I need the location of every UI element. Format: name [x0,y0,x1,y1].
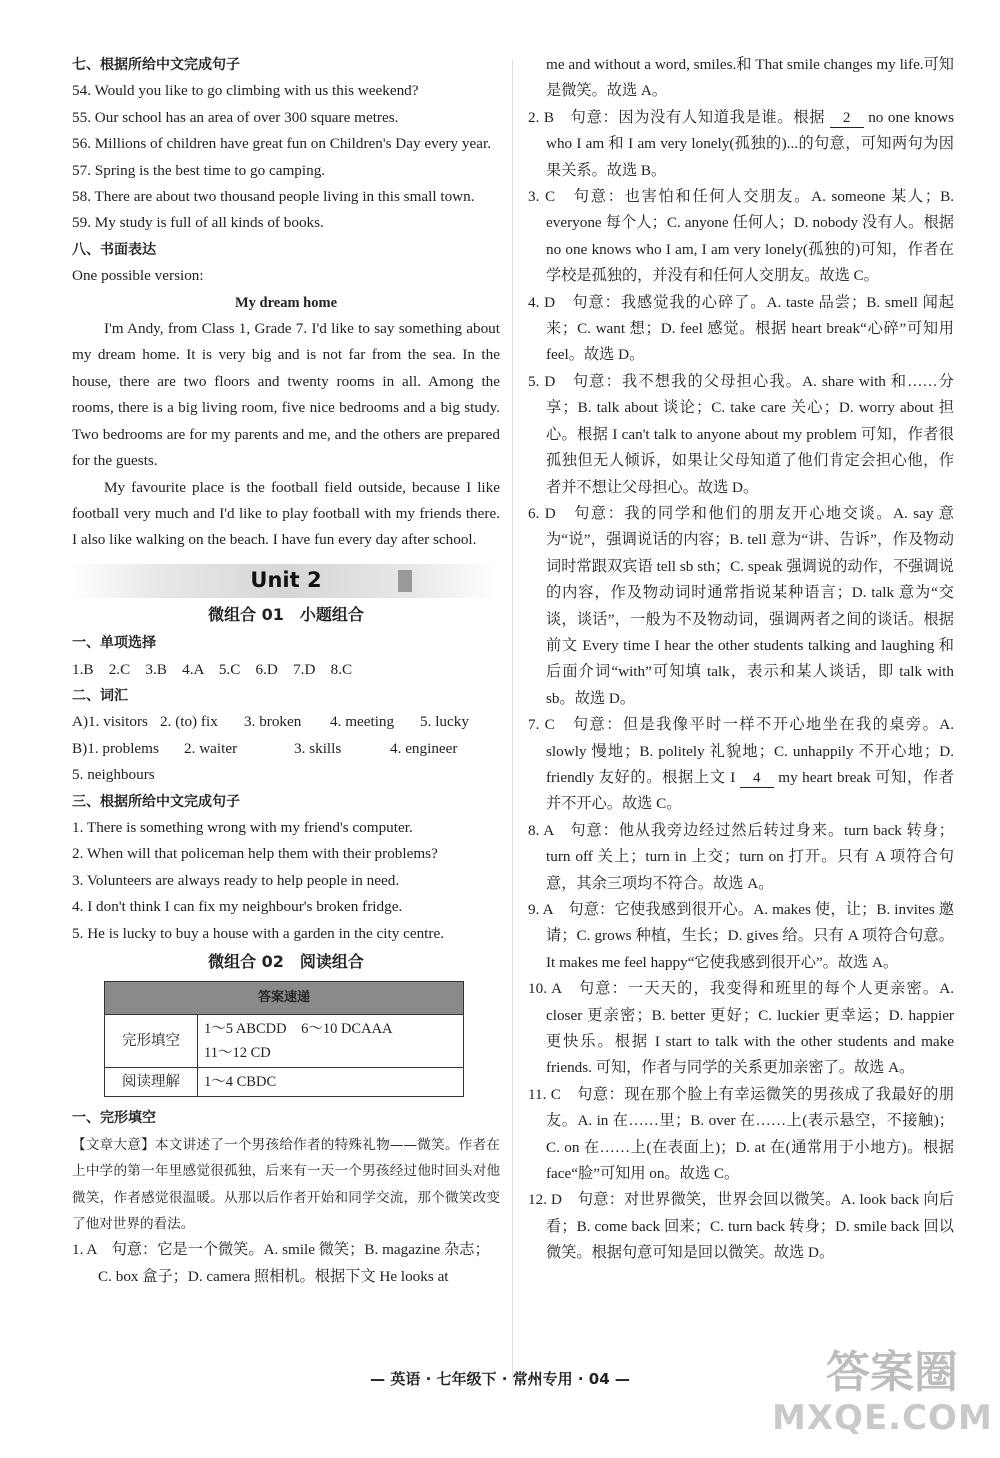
vocab-item: 5. neighbours [72,766,155,784]
essay-paragraph: I'm Andy, from Class 1, Grade 7. I'd like to say something about my dream home. It is very big and is not far from the sea. In the house, there are two floors and twenty rooms in all. Among the rooms, there is a big living room, five nice bedrooms and a big study. Two bedrooms are for my parents and me, and the others are prepared for the guests. [72,320,500,470]
list-item: 6. D 句意：我的同学和他们的朋友开心地交谈。A. say 意为“说”，强调说话的内容；B. tell 意为“讲、告诉”，作及物动词时常跟双宾语 tell sb sth；C. speak 强调说的动作，不强调说的内容，作及物动词时通常指说某种语言；D. talk 意为“交谈，谈话”，一般为不及物动词，强调两者之间的谈话。根据前文 Every time I hear the other students talking and laughing 和后面介词“with”可知填 talk，表示和某人谈话，即 talk with sb。故选 D。 [528,504,954,707]
item-text: my heart break 可知，作者并不开心。故选 C。 [546,768,954,813]
list-item: 4. D 句意：我感觉我的心碎了。A. taste 品尝；B. smell 闻起来；C. want 想；D. feel 感觉。根据 heart break“心碎”可知用 feel。故选 D。 [528,293,954,364]
list-item: 55. Our school has an area of over 300 square metres. [72,108,399,126]
table-cell: 阅读理解 [105,1068,198,1097]
vocab-item: A)1. visitors [72,713,148,731]
list-item: 56. Millions of children have great fun on Children's Day every year. [72,135,492,153]
table-header: 答案速递 [105,982,464,1015]
list-item: 3. C 句意：也害怕和任何人交朋友。A. someone 某人；B. everyone 每个人；C. anyone 任何人；D. nobody 没有人。根据 no one knows who I am, I am very lonely(孤独的)可知，作者在学校是孤独的，并没有和任何人交朋友。故选 C。 [528,188,954,285]
section-8-title: 八、书面表达 [72,241,156,258]
list-item: 1. A 句意：它是一个微笑。A. smile 微笑；B. magazine 杂志；C. box 盒子；D. camera 照相机。根据下文 He looks at [72,1241,490,1285]
unit-banner [72,564,500,598]
essay-paragraph: My favourite place is the football field outside, because I like football very much and I'd like to play football with my friends there. I also like walking on the beach. I have fun every day after school. [72,478,500,549]
blank-number: 4 [740,769,774,788]
vocab-item: B)1. problems [72,739,159,757]
list-item: 3. Volunteers are always ready to help people in need. [72,871,400,889]
item-text: 7. C 句意：但是我像平时一样不开心地坐在我的桌旁。A. slowly 慢地；B. politely 礼貌地；C. unhappily 不开心地；D. friendly 友好的。根据上文 I [528,716,954,786]
list-item: 8. A 句意：他从我旁边经过然后转过身来。turn back 转身；turn off 关上；turn in 上交；turn on 打开。只有 A 项符合句意，其余三项均不符合。故选 A。 [528,821,954,892]
vocab-item: 2. (to) fix [160,713,218,731]
table-row [105,1068,464,1097]
right-column [528,52,954,1267]
list-item [528,712,954,818]
table-row [105,1015,464,1068]
watermark-logo: 答案圈 [826,1347,958,1398]
table-cell: 1～5 ABCDD 6～10 DCAAA 11～12 CD [198,1015,464,1068]
table-cell: 完形填空 [105,1015,198,1068]
section-7-title: 七、根据所给中文完成句子 [72,57,240,73]
list-item: 9. A 句意：它使我感到很开心。A. makes 使，让；B. invites 邀请；C. grows 种植，生长；D. gives 给。只有 A 项符合句意。It makes me feel happy“它使我感到很开心”。故选 A。 [528,901,954,971]
group-1-title: 微组合 01 小题组合 [208,604,364,624]
unit-title: Unit 2 [250,567,322,592]
list-item: 4. I don't think I can fix my neighbour's broken fridge. [72,898,403,916]
sec8-intro: One possible version: [72,267,204,285]
vocab-item: 5. lucky [420,713,469,731]
vocab-item: 3. skills [294,739,342,757]
vocab-item: 2. waiter [184,739,238,757]
group-2-title: 微组合 02 阅读组合 [208,952,364,971]
list-item: 59. My study is full of all kinds of books. [72,214,324,232]
g1-section-2-title: 二、词汇 [72,687,128,704]
list-item: 57. Spring is the best time to go camping. [72,161,326,179]
list-item: 2. When will that policeman help them with their problems? [72,845,438,863]
banner-decoration [398,570,412,592]
blank-number: 2 [830,109,864,128]
vocab-item: 4. engineer [390,739,458,757]
left-column [72,52,500,1290]
vocab-row-b [72,736,500,762]
g1-section-1-answers: 1.B 2.C 3.B 4.A 5.C 6.D 7.D 8.C [72,660,353,678]
table-cell: 1～4 CBDC [198,1068,464,1097]
watermark: MXQE.COM [772,1398,993,1438]
list-item: 58. There are about two thousand people living in this small town. [72,188,475,206]
vocab-row-a [72,709,500,735]
list-item: 54. Would you like to go climbing with us this weekend? [72,82,419,100]
column-divider [512,60,513,1380]
g1-section-1-title: 一、单项选择 [72,635,156,652]
page-footer: — 英语 · 七年级下 · 常州专用 · 04 — [370,1370,630,1388]
list-item-continued: me and without a word, smiles.和 That smile changes my life.可知是微笑。故选 A。 [546,56,954,100]
article-summary: 【文章大意】本文讲述了一个男孩给作者的特殊礼物——微笑。作者在上中学的第一年里感觉很孤独，后来有一天一个男孩经过他时回头对他微笑，作者感觉很温暖。从那以后作者开始和同学交流，那个微笑改变了他对世界的看法。 [72,1136,500,1233]
list-item: 12. D 句意：对世界微笑，世界会回以微笑。A. look back 向后看；B. come back 回来；C. turn back 转身；D. smile back 回以微笑。根据句意可知是回以微笑。故选 D。 [528,1191,954,1262]
list-item: 5. He is lucky to buy a house with a garden in the city centre. [72,924,444,942]
essay [72,316,500,554]
essay-title: My dream home [234,294,338,311]
g2-section-1-title: 一、完形填空 [72,1110,156,1127]
list-item [528,105,954,184]
list-item: 1. There is something wrong with my friend's computer. [72,818,413,836]
vocab-item: 4. meeting [330,713,395,731]
list-item: 5. D 句意：我不想我的父母担心我。A. share with 和……分享；B. talk about 谈论；C. take care 关心；D. worry about 担心。根据 I can't talk to anyone about my problem 可知，作者很孤独但无人倾诉，如果让父母知道了他们肯定会担心他，作者并不想让父母担心。故选 D。 [528,372,954,496]
list-item: 10. A 句意：一天天的，我变得和班里的每个人更亲密。A. closer 更亲密；B. better 更好；C. luckier 更幸运；D. happier 更快乐。根据 I start to talk with the other students and make friends. 可知，作者与同学的关系更加亲密了。故选 A。 [528,980,954,1077]
list-item: 11. C 句意：现在那个脸上有幸运微笑的男孩成了我最好的朋友。A. in 在……里；B. over 在……上(表示悬空，不接触)；C. on 在……上(在表面上)；D. at 在(通常用于小地方)。根据 face“脸”可知用 on。故选 C。 [528,1085,954,1183]
item-text: 2. B 句意：因为没有人知道我是谁。根据 [528,108,826,126]
vocab-item: 3. broken [244,713,302,731]
g1-section-3-title: 三、根据所给中文完成句子 [72,793,240,810]
sec7-list [72,78,500,236]
item-text: no one knows who I am 和 I am very lonely(孤独的)...的句意，可知两句为因果关系。故选 B。 [546,108,954,179]
answer-table [104,981,464,1097]
